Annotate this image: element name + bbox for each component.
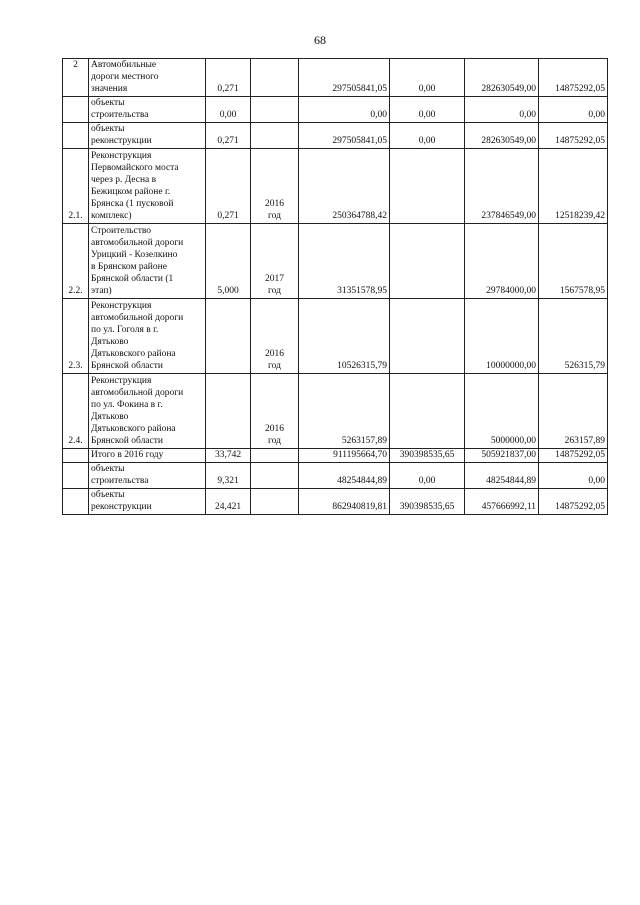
funding-amount-1 [390,149,465,224]
total-amount: 31351578,95 [299,224,390,299]
total-amount: 250364788,42 [299,149,390,224]
table-row [63,224,608,299]
funding-amount-3: 0,00 [539,463,608,489]
length-km: 9,321 [206,463,251,489]
row-number [63,97,89,123]
completion-year [251,449,299,463]
row-number: 2.1. [63,149,89,224]
funding-amount-2: 48254844,89 [465,463,539,489]
funding-amount-3: 0,00 [539,97,608,123]
table-row [63,149,608,224]
funding-amount-2: 5000000,00 [465,374,539,449]
completion-year [251,489,299,515]
funding-amount-2: 505921837,00 [465,449,539,463]
funding-amount-1: 390398535,65 [390,489,465,515]
funding-amount-3: 14875292,05 [539,59,608,97]
table-row [63,489,608,515]
funding-amount-1 [390,299,465,374]
length-km: 33,742 [206,449,251,463]
funding-amount-2: 10000000,00 [465,299,539,374]
object-name: Итого в 2016 году [89,449,206,463]
completion-year [251,59,299,97]
funding-amount-1 [390,374,465,449]
financing-table [62,58,608,515]
funding-amount-1: 0,00 [390,97,465,123]
row-number [63,123,89,149]
funding-amount-3: 14875292,05 [539,123,608,149]
row-number: 2.3. [63,299,89,374]
funding-amount-2: 282630549,00 [465,59,539,97]
completion-year: 2016 год [251,149,299,224]
funding-amount-2: 0,00 [465,97,539,123]
row-number [63,449,89,463]
completion-year: 2016 год [251,374,299,449]
length-km: 0,00 [206,97,251,123]
table-row [63,123,608,149]
funding-amount-1 [390,224,465,299]
object-name: объекты строительства [89,463,206,489]
completion-year: 2017 год [251,224,299,299]
funding-amount-2: 237846549,00 [465,149,539,224]
funding-amount-3: 1567578,95 [539,224,608,299]
funding-amount-3: 526315,79 [539,299,608,374]
object-name: объекты строительства [89,97,206,123]
funding-amount-3: 14875292,05 [539,489,608,515]
table-row [63,97,608,123]
row-number [63,489,89,515]
funding-amount-2: 29784000,00 [465,224,539,299]
total-amount: 911195664,70 [299,449,390,463]
completion-year [251,463,299,489]
object-name: Строительство автомобильной дороги Урицкий - Козелкино в Брянском районе Брянской области (1 этап) [89,224,206,299]
row-number [63,463,89,489]
total-amount: 48254844,89 [299,463,390,489]
total-amount: 297505841,05 [299,123,390,149]
funding-amount-3: 14875292,05 [539,449,608,463]
row-number: 2.2. [63,224,89,299]
completion-year: 2016 год [251,299,299,374]
total-amount: 10526315,79 [299,299,390,374]
completion-year [251,97,299,123]
length-km: 0,271 [206,149,251,224]
length-km: 5,000 [206,224,251,299]
object-name: Реконструкция автомобильной дороги по ул. Фокина в г. Дятьково Дятьковского района Брянской области [89,374,206,449]
total-amount: 5263157,89 [299,374,390,449]
page-number: 68 [314,33,326,47]
total-amount: 0,00 [299,97,390,123]
object-name: Реконструкция автомобильной дороги по ул. Гоголя в г. Дятьково Дятьковского района Брянской области [89,299,206,374]
funding-amount-3: 263157,89 [539,374,608,449]
row-number: 2.4. [63,374,89,449]
length-km [206,299,251,374]
completion-year [251,123,299,149]
object-name: Автомобильные дороги местного значения [89,59,206,97]
object-name: объекты реконструкции [89,489,206,515]
row-number: 2 [63,59,89,97]
funding-amount-2: 457666992,11 [465,489,539,515]
funding-amount-1: 0,00 [390,59,465,97]
total-amount: 862940819,81 [299,489,390,515]
table-row [63,374,608,449]
object-name: объекты реконструкции [89,123,206,149]
length-km: 24,421 [206,489,251,515]
table-row [63,449,608,463]
object-name: Реконструкция Первомайского моста через р. Десна в Бежицком районе г. Брянска (1 пусковой комплекс) [89,149,206,224]
funding-amount-2: 282630549,00 [465,123,539,149]
funding-amount-1: 390398535,65 [390,449,465,463]
table-row [63,299,608,374]
length-km: 0,271 [206,59,251,97]
length-km [206,374,251,449]
length-km: 0,271 [206,123,251,149]
funding-amount-3: 12518239,42 [539,149,608,224]
table-row [63,59,608,97]
funding-amount-1: 0,00 [390,123,465,149]
total-amount: 297505841,05 [299,59,390,97]
funding-amount-1: 0,00 [390,463,465,489]
table-row [63,463,608,489]
